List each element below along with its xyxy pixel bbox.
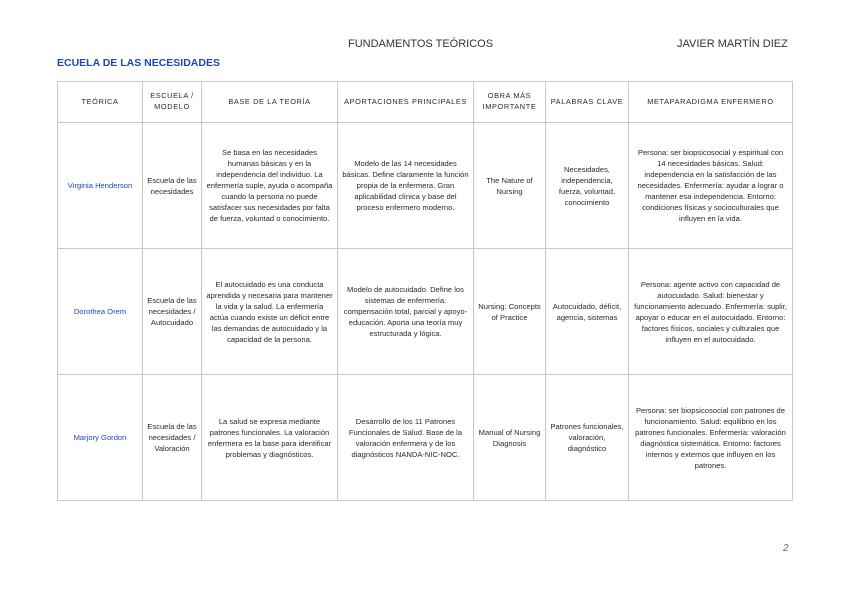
school-cell: Escuela de las necesidades — [143, 123, 202, 249]
theorist-name: Dorothea Orem — [58, 249, 143, 375]
school-cell: Escuela de las necesidades / Valoración — [143, 375, 202, 501]
table-row — [58, 375, 793, 501]
col-header-theorist: TEÓRICA — [58, 82, 143, 123]
col-header-base: BASE DE LA TEORÍA — [202, 82, 338, 123]
keywords-cell: Patrones funcionales, valoración, diagnóstico — [546, 375, 629, 501]
col-header-contributions: APORTACIONES PRINCIPALES — [338, 82, 474, 123]
metaparadigm-cell: Persona: ser biopsicosocial con patrones de funcionamiento. Salud: equilibrio en los patrones funcionales. Enfermería: valoración diagnóstica sistemática. Entorno: factores internos y externos que influyen en los patrones. — [629, 375, 793, 501]
keywords-cell: Necesidades, independencia, fuerza, voluntad, conocimiento — [546, 123, 629, 249]
table-row — [58, 123, 793, 249]
contributions-cell: Modelo de las 14 necesidades básicas. Define claramente la función propia de la enfermera. Gran aplicabilidad clínica y base del proceso enfermero moderno. — [338, 123, 474, 249]
col-header-metaparadigm: METAPARADIGMA ENFERMERO — [629, 82, 793, 123]
base-cell: La salud se expresa mediante patrones funcionales. La valoración enfermera es la base para identificar problemas y diagnósticos. — [202, 375, 338, 501]
col-header-school: ESCUELA / MODELO — [143, 82, 202, 123]
work-cell: Manual of Nursing Diagnosis — [474, 375, 546, 501]
work-cell: Nursing: Concepts of Practice — [474, 249, 546, 375]
table-row — [58, 249, 793, 375]
work-cell: The Nature of Nursing — [474, 123, 546, 249]
school-cell: Escuela de las necesidades / Autocuidado — [143, 249, 202, 375]
base-cell: Se basa en las necesidades humanas básicas y en la independencia del individuo. La enfermería suple, ayuda o acompaña cuando la persona no puede satisfacer sus necesidades por falta de fuerza, voluntad o conocimiento. — [202, 123, 338, 249]
col-header-keywords: PALABRAS CLAVE — [546, 82, 629, 123]
keywords-cell: Autocuidado, déficit, agencia, sistemas — [546, 249, 629, 375]
metaparadigm-cell: Persona: ser biopsicosocial y espiritual con 14 necesidades básicas. Salud: independencia en la satisfacción de las necesidades. Enfermería: ayudar a lograr o mantener esa independencia. Entorno: condiciones físicas y socioculturales que influyen en la vida. — [629, 123, 793, 249]
section-title: ECUELA DE LAS NECESIDADES — [57, 57, 220, 69]
base-cell: El autocuidado es una conducta aprendida y necesaria para mantener la vida y la salud. La enfermería actúa cuando existe un déficit entre las demandas de autocuidado y la capacidad de la persona. — [202, 249, 338, 375]
col-header-work: OBRA MÁS IMPORTANTE — [474, 82, 546, 123]
contributions-cell: Modelo de autocuidado. Define los sistemas de enfermería: compensación total, parcial y apoyo-educación. Aporta una teoría muy estructurada y lógica. — [338, 249, 474, 375]
author-name: JAVIER MARTÍN DIEZ — [677, 38, 788, 50]
theorist-name: Marjory Gordon — [58, 375, 143, 501]
document-title: FUNDAMENTOS TEÓRICOS — [348, 38, 494, 50]
theories-table — [57, 81, 793, 501]
table-header-row — [58, 82, 793, 123]
contributions-cell: Desarrollo de los 11 Patrones Funcionales de Salud. Base de la valoración enfermera y de los diagnósticos NANDA-NIC-NOC. — [338, 375, 474, 501]
theorist-name: Virginia Henderson — [58, 123, 143, 249]
metaparadigm-cell: Persona: agente activo con capacidad de autocuidado. Salud: bienestar y funcionamiento adecuado. Enfermería: suplir, apoyar o educar en el autocuidado. Entorno: factores físicos, sociales y culturales que influyen en el autocuidado. — [629, 249, 793, 375]
page-number: 2 — [783, 543, 789, 554]
